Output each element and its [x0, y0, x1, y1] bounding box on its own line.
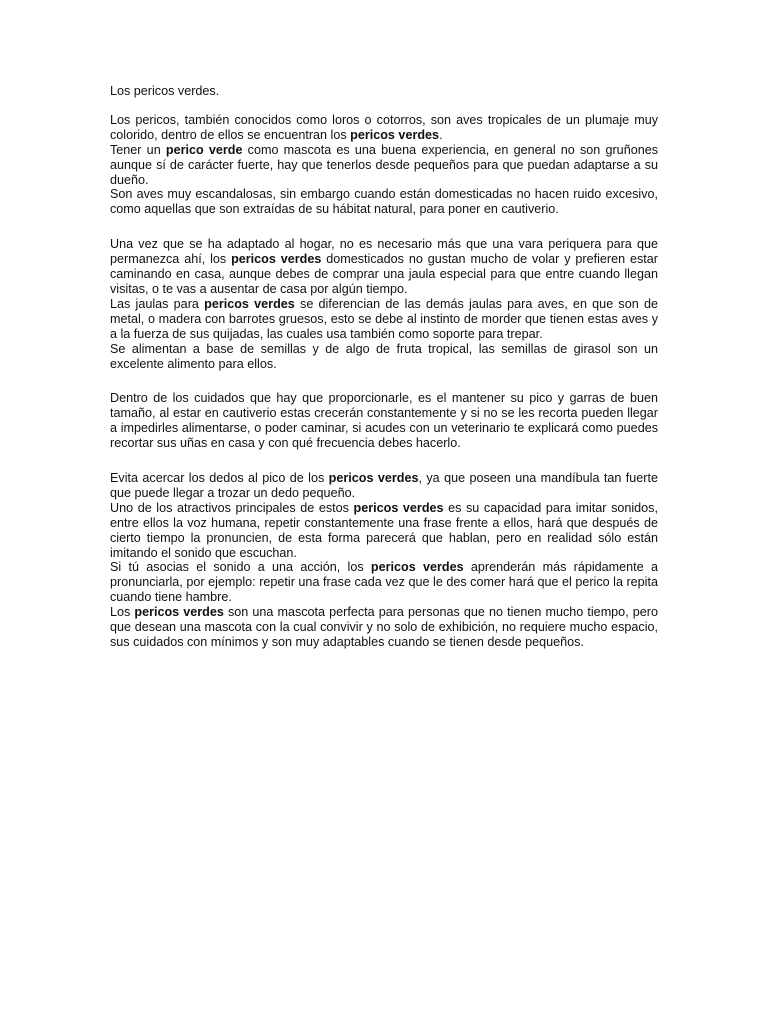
- text-run: Uno de los atractivos principales de estos: [110, 500, 354, 515]
- bold-term: pericos verdes: [134, 605, 224, 620]
- text-run: son una mascota perfecta para personas que no tienen mucho tiempo, pero que desean una mascota con la cual convivir y no solo de exhibición, no requiere mucho espacio, sus cuidados con mínimos y son muy adaptables cuando se tienen desde pequeños.: [110, 605, 658, 649]
- paragraph: [110, 471, 658, 501]
- bold-term: pericos verdes: [353, 500, 444, 515]
- paragraph: [110, 237, 658, 297]
- text-run: aprenderán más rápidamente a pronunciarla, por ejemplo: repetir una frase cada vez que le des comer hará que el perico la repita cuando tiene hambre.: [110, 560, 658, 605]
- paragraph: [110, 143, 658, 188]
- bold-term: pericos verdes: [370, 560, 464, 575]
- text-run: Son aves muy escandalosas, sin embargo cuando están domesticadas no hacen ruido excesivo, como aquellas que son extraídas de su hábitat natural, para poner en cautiverio.: [110, 187, 658, 217]
- text-run: Tener un: [110, 142, 166, 157]
- text-run: se diferencian de las demás jaulas para aves, en que son de metal, o madera con barrotes gruesos, esto se debe al instinto de morder que tienen estas aves y a la fuerza de sus quijadas, las cuales usa también como soporte para trepar.: [110, 296, 658, 341]
- text-run: domesticados no gustan mucho de volar y prefieren estar caminando en casa, aunque debes de comprar una jaula especial para que entre cuando llegan visitas, o te vas a ausentar de casa por algún tiempo.: [110, 252, 658, 296]
- bold-term: perico verde: [165, 142, 243, 157]
- text-run: Evita acercar los dedos al pico de los: [110, 471, 329, 486]
- text-run: Los: [110, 605, 135, 620]
- bold-term: pericos verdes: [231, 252, 322, 267]
- bold-term: pericos verdes: [350, 127, 440, 142]
- text-run: Se alimentan a base de semillas y de algo de fruta tropical, las semillas de girasol son un excelente alimento para ellos.: [110, 341, 658, 371]
- text-run: Dentro de los cuidados que hay que proporcionarle, es el mantener su pico y garras de buen tamaño, al estar en cautiverio estas crecerán constantemente y si no se les recorta pueden llegar a impedirles alimentarse, o poder caminar, si acudes con un veterinario te explicará como puedes recortar sus uñas en casa y con qué frecuencia debes hacerlo.: [110, 391, 658, 451]
- text-run: Si tú asocias el sonido a una acción, los: [110, 560, 371, 575]
- text-run: es su capacidad para imitar sonidos, entre ellos la voz humana, repetir constantemente una frase frente a ellos, hará que después de cierto tiempo la pronuncien, de esta forma parecerá que hablan, pero en realidad sólo están imitando el sonido que escuchan.: [110, 500, 658, 560]
- paragraph: [110, 187, 658, 217]
- bold-term: pericos verdes: [204, 296, 295, 311]
- text-run: como mascota es una buena experiencia, en general no son gruñones aunque sí de carácter fuerte, hay que tenerlos desde pequeños para que puedan adaptarse a su dueño.: [110, 142, 659, 187]
- paragraph: [110, 297, 658, 342]
- paragraph: [110, 391, 658, 451]
- bold-term: pericos verdes: [328, 471, 419, 486]
- paragraph: [110, 605, 658, 650]
- paragraph-gap: [110, 451, 658, 471]
- document-title: Los pericos verdes.: [110, 84, 220, 98]
- paragraph: [110, 560, 658, 605]
- text-run: , ya que poseen una mandíbula tan fuerte que puede llegar a trozar un dedo pequeño.: [110, 471, 658, 500]
- text-run: Los pericos, también conocidos como loros o cotorros, son aves tropicales de un plumaje muy colorido, dentro de ellos se encuentran los: [110, 112, 658, 142]
- paragraph-list: [110, 113, 658, 650]
- text-run: Las jaulas para: [110, 296, 205, 311]
- paragraph: [110, 501, 658, 561]
- document-body: [110, 84, 658, 650]
- paragraph-gap: [110, 371, 658, 391]
- paragraph: [110, 342, 658, 372]
- paragraph-gap: [110, 217, 658, 237]
- text-run: Una vez que se ha adaptado al hogar, no es necesario más que una vara periquera para que permanezca ahí, los: [110, 237, 658, 267]
- paragraph: [110, 113, 658, 143]
- text-run: .: [439, 127, 443, 142]
